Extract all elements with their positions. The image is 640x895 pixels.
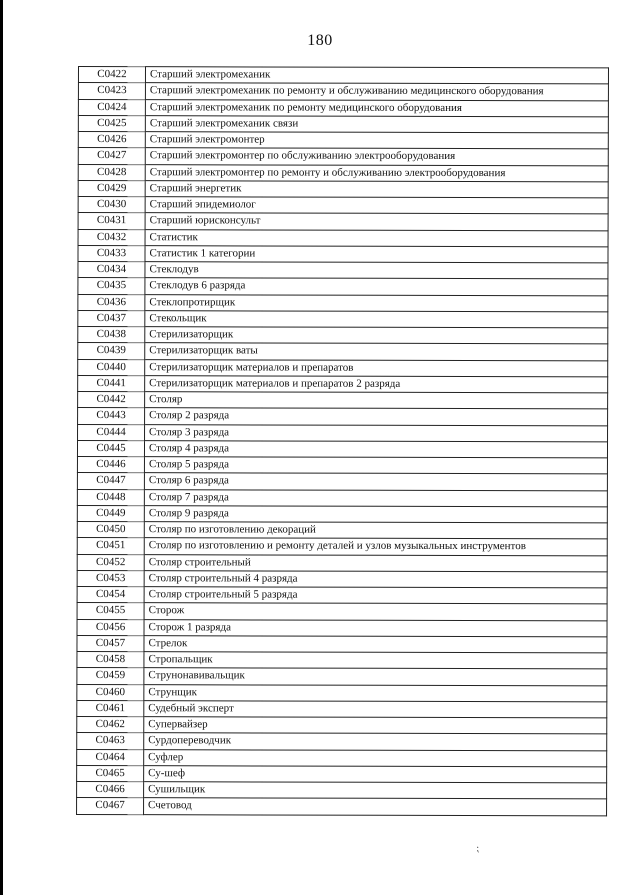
row-title: Старший электромонтер — [145, 132, 608, 149]
row-title: Стерилизаторщик — [145, 327, 608, 344]
table-row — [78, 262, 608, 280]
row-title: Старший электромонтер по ремонту и обслуживанию электрооборудования — [145, 164, 608, 181]
row-title: Столяр по изготовлению декораций — [144, 522, 607, 539]
table-row — [78, 392, 608, 410]
row-code: C0467 — [77, 798, 144, 814]
row-title: Столяр строительный 4 разряда — [144, 570, 607, 587]
row-title: Статистик — [145, 229, 608, 246]
row-code: C0426 — [78, 132, 145, 148]
row-title: Стекольщик — [145, 310, 608, 327]
row-title: Старший юрисконсульт — [145, 213, 608, 230]
table-row — [77, 619, 607, 637]
table-row — [78, 213, 608, 231]
table-row — [77, 684, 607, 702]
row-code: C0430 — [78, 197, 145, 213]
table-row — [77, 440, 607, 458]
row-title: Столяр 3 разряда — [145, 424, 608, 441]
row-code: C0466 — [77, 781, 144, 797]
row-title: Стеклодув — [145, 262, 608, 279]
table-row — [78, 164, 608, 182]
row-title: Стропальщик — [144, 652, 607, 669]
row-code: C0432 — [78, 229, 145, 245]
row-code: C0448 — [77, 489, 144, 505]
row-title: Сторож — [144, 603, 607, 620]
row-title: Статистик 1 категории — [145, 245, 608, 262]
table-row — [77, 505, 607, 523]
row-code: C0453 — [77, 570, 144, 586]
table-row — [78, 424, 608, 442]
row-code: C0422 — [78, 67, 145, 83]
row-title: Старший электромеханик — [145, 67, 608, 84]
row-title: Судебный эксперт — [144, 700, 607, 717]
table-row — [78, 359, 608, 377]
table-row — [77, 456, 607, 474]
row-title: Стерилизаторщик материалов и препаратов — [145, 359, 608, 376]
row-code: C0435 — [78, 278, 145, 294]
row-code: C0446 — [77, 456, 144, 472]
row-code: C0457 — [77, 635, 144, 651]
scan-edge — [0, 0, 3, 895]
table-row — [78, 99, 608, 117]
row-code: C0444 — [78, 424, 145, 440]
row-title: Счетовод — [144, 798, 607, 815]
table-row — [77, 781, 607, 799]
table-row — [77, 473, 607, 491]
row-title: Суфлер — [144, 749, 607, 766]
row-code: C0461 — [77, 700, 144, 716]
row-code: C0450 — [77, 521, 144, 537]
table-row — [77, 668, 607, 686]
row-code: C0455 — [77, 603, 144, 619]
scan-mark: ⁏ — [476, 843, 480, 854]
table-row — [77, 554, 607, 572]
page-number: 180 — [307, 32, 333, 49]
row-code: C0451 — [77, 538, 144, 554]
row-code: C0449 — [77, 505, 144, 521]
table-row — [77, 765, 607, 783]
row-code: C0456 — [77, 619, 144, 635]
table-row — [77, 570, 607, 588]
table-row — [77, 538, 607, 556]
row-code: C0433 — [78, 245, 145, 261]
occupation-codes-table — [76, 66, 609, 816]
row-title: Струнонавивальщик — [144, 668, 607, 685]
table-row — [78, 132, 608, 150]
row-code: C0431 — [78, 213, 145, 229]
row-title: Столяр 7 разряда — [144, 489, 607, 506]
row-code: C0463 — [77, 733, 144, 749]
table-row — [78, 229, 608, 247]
table-row — [78, 278, 608, 296]
row-title: Старший электромеханик связи — [145, 115, 608, 132]
row-code: C0429 — [78, 180, 145, 196]
row-title: Старший энергетик — [145, 180, 608, 197]
row-title: Стерилизаторщик ваты — [145, 343, 608, 360]
row-code: C0445 — [77, 440, 144, 456]
row-code: C0437 — [78, 310, 145, 326]
row-code: C0439 — [78, 343, 145, 359]
table-row — [78, 245, 608, 263]
table-row — [78, 343, 608, 361]
row-code: C0441 — [78, 375, 145, 391]
table-row — [77, 586, 607, 604]
row-title: Старший электромонтер по обслуживанию электрооборудования — [145, 148, 608, 165]
table-body — [77, 67, 609, 816]
row-title: Стеклопротирщик — [145, 294, 608, 311]
table-row — [78, 327, 608, 345]
table-row — [78, 197, 608, 215]
table-row — [77, 635, 607, 653]
table-row — [78, 294, 608, 312]
row-title: Стеклодув 6 разряда — [145, 278, 608, 295]
row-title: Сурдопереводчик — [144, 733, 607, 750]
table-row — [77, 603, 607, 621]
table-row — [78, 180, 608, 198]
row-title: Супервайзер — [144, 717, 607, 734]
row-title: Су-шеф — [144, 765, 607, 782]
row-title: Сушильщик — [144, 782, 607, 799]
row-code: C0465 — [77, 765, 144, 781]
table-row — [77, 733, 607, 751]
row-code: C0442 — [78, 392, 145, 408]
row-code: C0434 — [78, 262, 145, 278]
row-code: C0438 — [78, 327, 145, 343]
table-row — [77, 716, 607, 734]
row-title: Старший электромеханик по ремонту медицинского оборудования — [145, 99, 608, 116]
row-code: C0428 — [78, 164, 145, 180]
table-row — [78, 83, 608, 101]
row-title: Столяр 4 разряда — [144, 440, 607, 457]
row-code: C0447 — [77, 473, 144, 489]
row-title: Столяр строительный 5 разряда — [144, 587, 607, 604]
row-title: Столяр 9 разряда — [144, 505, 607, 522]
row-code: C0427 — [78, 148, 145, 164]
table-row — [77, 521, 607, 539]
table-row — [78, 310, 608, 328]
row-title: Столяр по изготовлению и ремонту деталей и узлов музыкальных инструментов — [144, 538, 607, 555]
table-row — [77, 700, 607, 718]
row-code: C0452 — [77, 554, 144, 570]
row-title: Стерилизаторщик материалов и препаратов 2 разряда — [145, 375, 608, 392]
row-title: Старший эпидемиолог — [145, 197, 608, 214]
row-code: C0425 — [78, 115, 145, 131]
row-title: Стрелок — [144, 635, 607, 652]
row-title: Столяр строительный — [144, 554, 607, 571]
table-row — [78, 408, 608, 426]
table-row — [78, 67, 608, 85]
row-title: Столяр — [145, 392, 608, 409]
row-title: Старший электромеханик по ремонту и обслуживанию медицинского оборудования — [145, 83, 608, 100]
row-code: C0424 — [78, 99, 145, 115]
table-row — [78, 115, 608, 133]
row-code: C0436 — [78, 294, 145, 310]
row-code: C0460 — [77, 684, 144, 700]
table-row — [78, 148, 608, 166]
row-title: Струнщик — [144, 684, 607, 701]
row-code: C0462 — [77, 716, 144, 732]
row-title: Столяр 5 разряда — [144, 457, 607, 474]
table-row — [77, 489, 607, 507]
table-row — [77, 749, 607, 767]
row-title: Сторож 1 разряда — [144, 619, 607, 636]
row-title: Столяр 2 разряда — [145, 408, 608, 425]
row-code: C0423 — [78, 83, 145, 99]
row-title: Столяр 6 разряда — [144, 473, 607, 490]
row-code: C0458 — [77, 651, 144, 667]
row-code: C0464 — [77, 749, 144, 765]
table-row — [78, 375, 608, 393]
row-code: C0440 — [78, 359, 145, 375]
table-row — [77, 651, 607, 669]
row-code: C0459 — [77, 668, 144, 684]
table-row — [77, 798, 607, 816]
row-code: C0454 — [77, 586, 144, 602]
row-code: C0443 — [78, 408, 145, 424]
